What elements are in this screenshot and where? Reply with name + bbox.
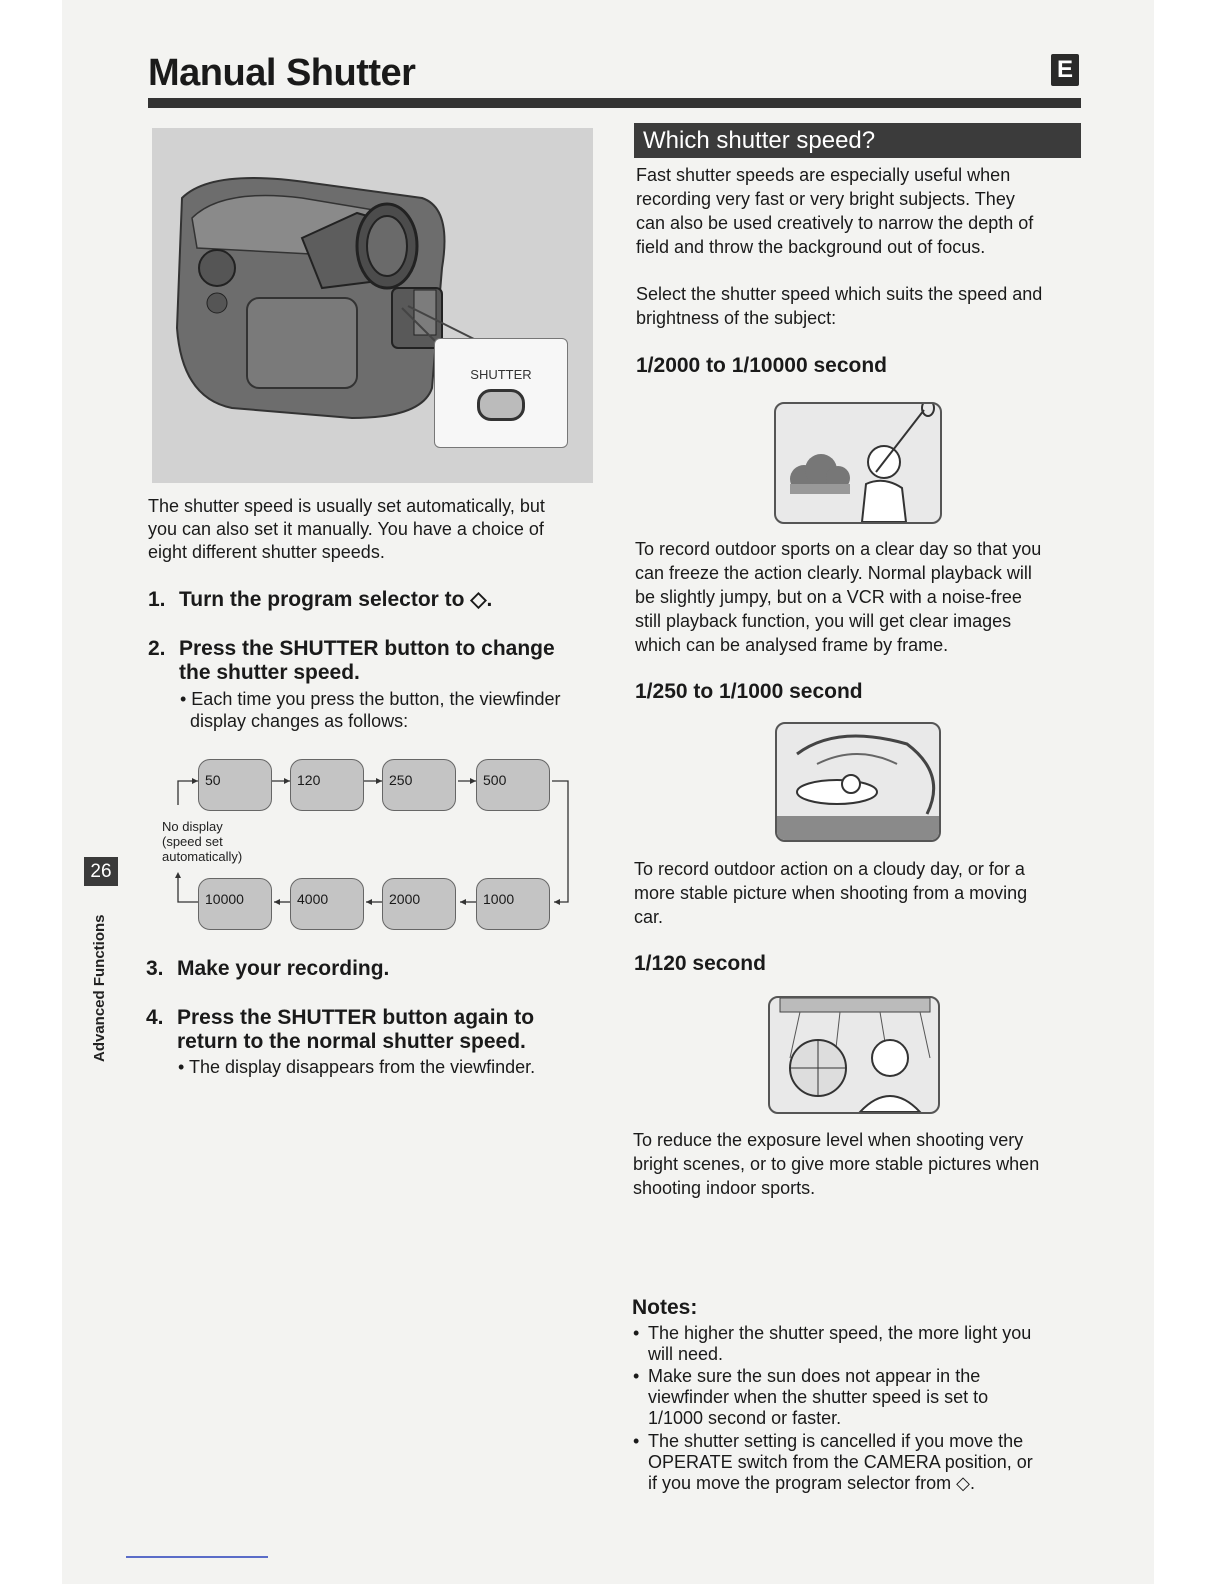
step-number: 4. [146,1006,164,1029]
speed-heading-slow: 1/120 second [634,952,766,975]
s3-line-3: shooting indoor sports. [633,1178,816,1198]
page-title: Manual Shutter [148,52,416,94]
s2-line-3: car. [634,907,664,927]
golfer-drawing [776,404,940,522]
s1-line-4: still playback function, you will get clear images [635,611,1012,631]
step-text: Turn the program selector to ◇. [179,588,493,611]
speed-box-1000: 1000 [476,878,550,930]
speed-box-10000: 10000 [198,878,272,930]
note-2: • Make sure the sun does not appear in the viewfinder when the shutter speed is set to 1/1000 second or faster. [633,1366,989,1428]
s1-line-5: which can be analysed frame by frame. [635,635,949,655]
step-text: Press the SHUTTER button again to [177,1006,535,1029]
step-number: 1. [148,588,166,611]
intro-line-2: you can also set it manually. You have a choice of [148,519,544,539]
speed-box-2000: 2000 [382,878,456,930]
step-text: Press the SHUTTER button to change [179,637,555,660]
s1-line-3: be slightly jumpy, but on a VCR with a noise-free [635,587,1022,607]
p1-line-1: Fast shutter speeds are especially useful when [636,165,1011,185]
note-3: • The shutter setting is cancelled if you move the OPERATE switch from the CAMERA position, or if you move the program selector from ◇. [633,1431,1033,1493]
s3-line-2: bright scenes, or to give more stable pictures when [633,1154,1040,1174]
page-margin-right [1154,0,1224,1584]
camcorder-photo [152,128,593,483]
shutter-label: SHUTTER [470,367,532,382]
step-2-sub-2: display changes as follows: [190,711,409,731]
step-text-cont: return to the normal shutter speed. [177,1030,526,1053]
p1-line-4: field and throw the background out of focus. [636,237,986,257]
surfer-illustration [775,722,941,842]
step-number: 3. [146,957,164,980]
speed-box-4000: 4000 [290,878,364,930]
step-1 [148,588,588,614]
speed-box-120: 120 [290,759,364,811]
speed-heading-fast: 1/2000 to 1/10000 second [636,354,887,377]
s2-line-1: To record outdoor action on a cloudy day, or for a [634,859,1025,879]
surfer-drawing [777,724,939,840]
p2-line-2: brightness of the subject: [636,308,837,328]
speed-box-50: 50 [198,759,272,811]
intro-line-3: eight different shutter speeds. [148,542,385,562]
page-number: 26 [84,857,118,886]
s3-line-1: To reduce the exposure level when shooting very [633,1130,1024,1150]
basketball-drawing [770,998,938,1112]
speed-box-500: 500 [476,759,550,811]
step-2 [148,637,588,687]
footer-line [126,1556,268,1558]
basketball-illustration [768,996,940,1114]
s1-line-1: To record outdoor sports on a clear day so that you [635,539,1042,559]
title-rule [148,98,1081,108]
section-label: Advanced Functions [91,914,108,1062]
notes-heading: Notes: [632,1296,698,1319]
speed-box-250: 250 [382,759,456,811]
section-header: Which shutter speed? [634,123,1081,158]
intro-line-1: The shutter speed is usually set automatically, but [148,496,545,516]
no-display-note: No display (speed set automatically) [162,819,243,864]
s2-line-2: more stable picture when shooting from a moving [634,883,1028,903]
shutter-button-icon [477,389,525,421]
page-margin-left [0,0,62,1584]
speed-heading-medium: 1/250 to 1/1000 second [635,680,863,703]
step-number: 2. [148,637,166,660]
step-4-sub-1: • The display disappears from the viewfinder. [178,1057,536,1077]
note-1: • The higher the shutter speed, the more light you will need. [633,1323,1032,1364]
step-text-cont: the shutter speed. [179,661,360,684]
step-3 [146,957,586,983]
shutter-callout [434,338,568,448]
step-4 [146,1006,586,1056]
language-badge: E [1051,54,1079,86]
step-2-sub-1: • Each time you press the button, the viewfinder [180,689,561,709]
s1-line-2: can freeze the action clearly. Normal playback will [635,563,1032,583]
p1-line-3: can also be used creatively to narrow the depth of [636,213,1034,233]
step-text: Make your recording. [177,957,390,980]
p2-line-1: Select the shutter speed which suits the speed and [636,284,1043,304]
golfer-illustration [774,402,942,524]
p1-line-2: recording very fast or very bright subjects. They [636,189,1015,209]
